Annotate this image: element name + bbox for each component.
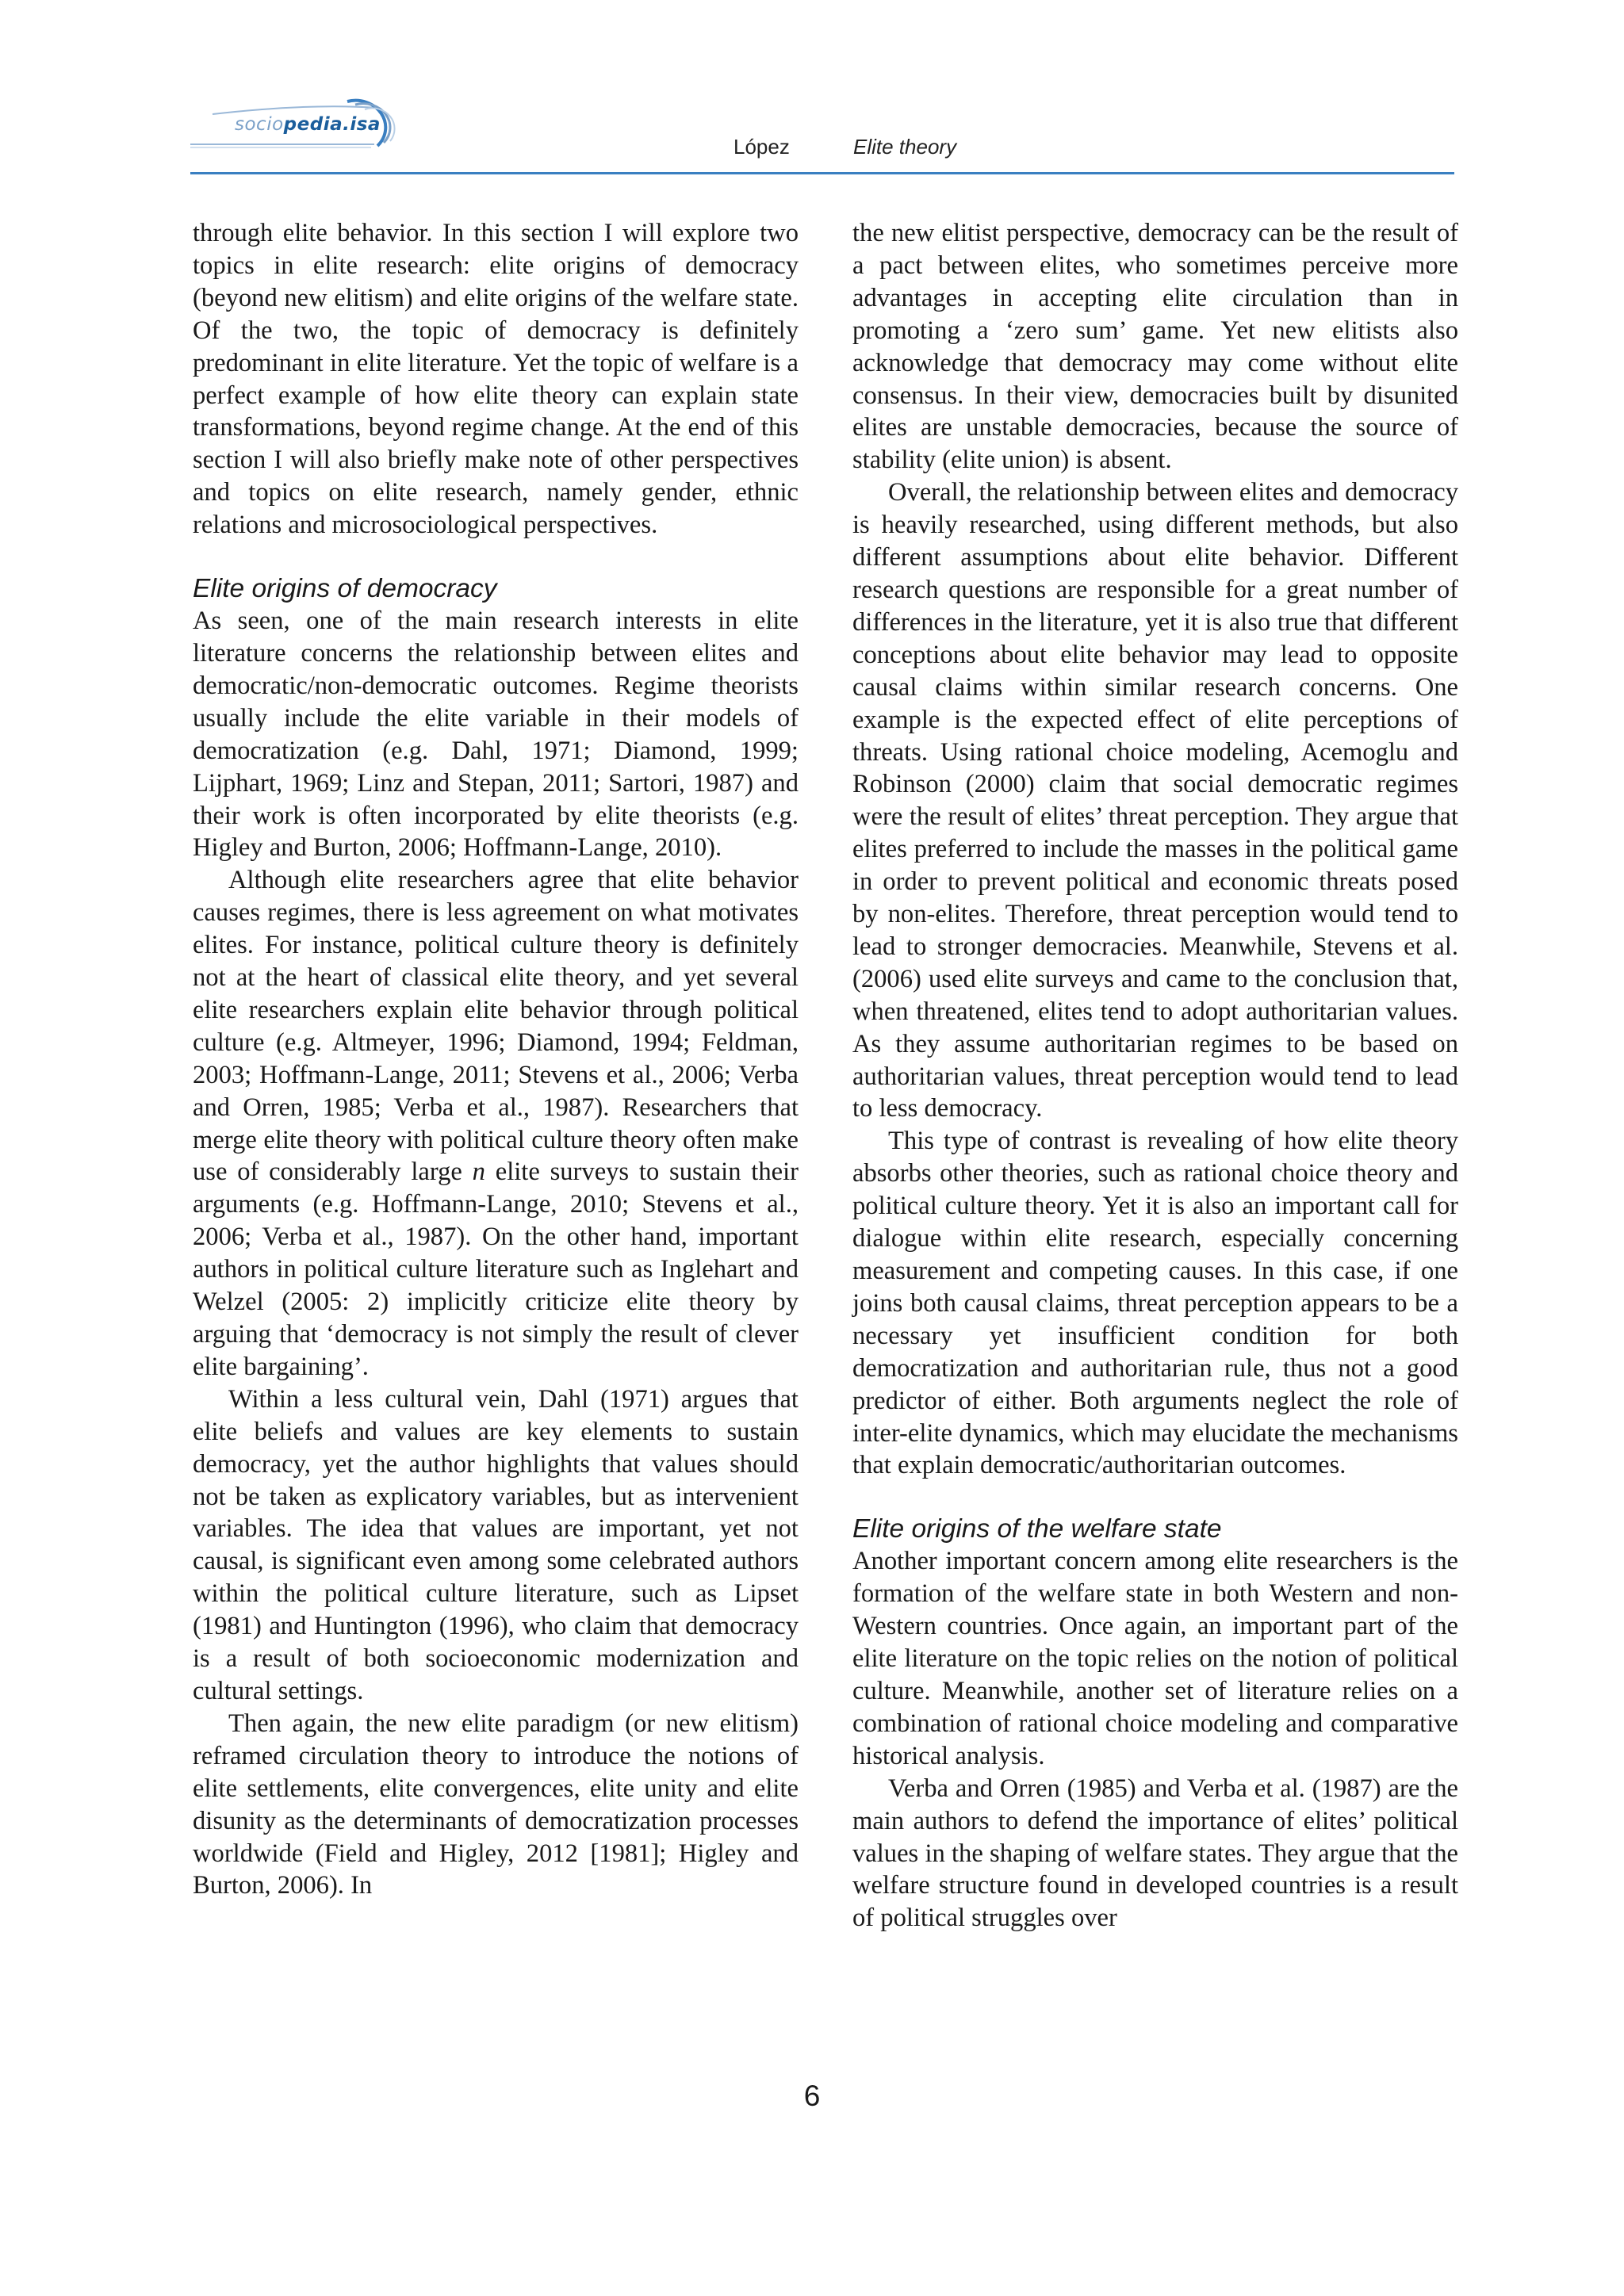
sociopedia-logo bbox=[190, 97, 406, 165]
paragraph bbox=[193, 864, 799, 1383]
paragraph: the new elitist perspective, democracy can be the result of a pact between elites, who sometimes perceive more advantages in accepting elite circulation than in promoting a ‘zero sum’ game. Yet new elitists also acknowledge that democracy may come without elite consensus. In their view, democracies built by disunited elites are unstable democracies, because the source of stability (elite union) is absent. bbox=[852, 219, 1458, 475]
paragraph: Verba and Orren (1985) and Verba et al. (1987) are the main authors to defend the importance of elites’ political values in the shaping of welfare states. They argue that the welfare structure found in developed countries is a result of political struggles over bbox=[852, 1774, 1458, 1933]
text-run: elite surveys to sustain their arguments (e.g. Hoffmann-Lange, 2010; Stevens et al., 2006; Verba et al., 1987). On the other hand, important authors in political culture literature such as Inglehart and Welzel (2005: 2) implicitly criticize elite theory by arguing that ‘democracy is not simply the result of clever elite bargaining’. bbox=[193, 1158, 799, 1381]
left-column bbox=[193, 217, 799, 1902]
paragraph: This type of contrast is revealing of how elite theory absorbs other theories, such as rational choice theory and political culture theory. Yet it is also an important call for dialogue within elite research, especially concerning measurement and competing causes. In this case, if one joins both causal claims, threat perception appears to be a necessary yet insufficient condition for both democratization and authoritarian rule, thus not a good predictor of either. Both arguments neglect the role of inter-elite dynamics, which may elucidate the mechanisms that explain democratic/authoritarian outcomes. bbox=[852, 1127, 1458, 1480]
italic-n: n bbox=[472, 1158, 485, 1187]
logo-text-pedia: pedia bbox=[283, 114, 343, 135]
paragraph: Overall, the relationship between elites and democracy is heavily researched, using different methods, but also different assumptions about elite behavior. Different research questions are responsible for a great number of differences in the literature, yet it is also true that different conceptions about elite behavior may lead to opposite causal claims within similar research concerns. One example is the expected effect of elite perceptions of threats. Using rational choice modeling, Acemoglu and Robinson (2000) claim that social democratic regimes were the result of elites’ threat perception. They argue that elites preferred to include the masses in the political game in order to prevent political and economic threats posed by non-elites. Therefore, threat perception would tend to lead to stronger democracies. Meanwhile, Stevens et al. (2006) used elite surveys and came to the conclusion that, when threatened, elites tend to adopt authoritarian values. As they assume authoritarian regimes to be based on authoritarian values, threat perception would tend to lead to less democracy. bbox=[852, 478, 1458, 1123]
logo-text-socio: socio bbox=[235, 114, 284, 135]
section-heading-democracy: Elite origins of democracy bbox=[193, 574, 497, 604]
header-divider bbox=[190, 172, 1454, 174]
logo-text-isa: .isa bbox=[343, 114, 381, 135]
paragraph: As seen, one of the main research interests in elite literature concerns the relationship between elites and democratic/non-democratic outcomes. Regime theorists usually include the elite variable in their models of democratization (e.g. Dahl, 1971; Diamond, 1999; Lijphart, 1969; Linz and Stepan, 2011; Sartori, 1987) and their work is often incorporated by elite theorists (e.g. Higley and Burton, 2006; Hoffmann-Lange, 2010). bbox=[193, 607, 799, 863]
page-number: 6 bbox=[803, 2080, 821, 2112]
paragraph: Within a less cultural vein, Dahl (1971) argues that elite beliefs and values are key elements to sustain democracy, yet the author highlights that values should not be taken as explicatory variables, but as intervenient variables. The idea that values are important, yet not causal, is significant even among some celebrated authors within the political culture literature, such as Lipset (1981) and Huntington (1996), who claim that democracy is a result of both socioeconomic modernization and cultural settings. bbox=[193, 1384, 799, 1705]
paragraph: Then again, the new elite paradigm (or new elitism) reframed circulation theory to introduce the notions of elite settlements, elite convergences, elite unity and elite disunity as the determinants of democratization processes worldwide (Field and Higley, 2012 [1981]; Higley and Burton, 2006). In bbox=[193, 1709, 799, 1900]
running-header-title: Elite theory bbox=[853, 135, 957, 159]
paragraph: through elite behavior. In this section I will explore two topics in elite research: elite origins of democracy (beyond new elitism) and elite origins of the welfare state. Of the two, the topic of democracy is definitely predominant in elite literature. Yet the topic of welfare is a perfect example of how elite theory can explain state transformations, beyond regime change. At the end of this section I will also briefly make note of other perspectives and topics on elite research, namely gender, ethnic relations and microsociological perspectives. bbox=[193, 219, 799, 540]
section-heading-welfare-state: Elite origins of the welfare state bbox=[852, 1514, 1222, 1544]
running-header-author: López bbox=[733, 135, 790, 159]
right-column bbox=[852, 217, 1458, 1934]
logo-text bbox=[235, 114, 381, 135]
text-run: Although elite researchers agree that elite behavior causes regimes, there is less agreement on what motivates elites. For instance, political culture theory is definitely not at the heart of classical elite theory, and yet several elite researchers explain elite behavior through political culture (e.g. Altmeyer, 1996; Diamond, 1994; Feldman, 2003; Hoffmann-Lange, 2011; Stevens et al., 2006; Verba and Orren, 1985; Verba et al., 1987). Researchers that merge elite theory with political culture theory often make use of considerably large bbox=[193, 866, 799, 1187]
paragraph: Another important concern among elite researchers is the formation of the welfare state in both Western and non-Western countries. Once again, an important part of the elite literature on the topic relies on the notion of political culture. Meanwhile, another set of literature relies on a combination of rational choice modeling and comparative historical analysis. bbox=[852, 1547, 1458, 1770]
